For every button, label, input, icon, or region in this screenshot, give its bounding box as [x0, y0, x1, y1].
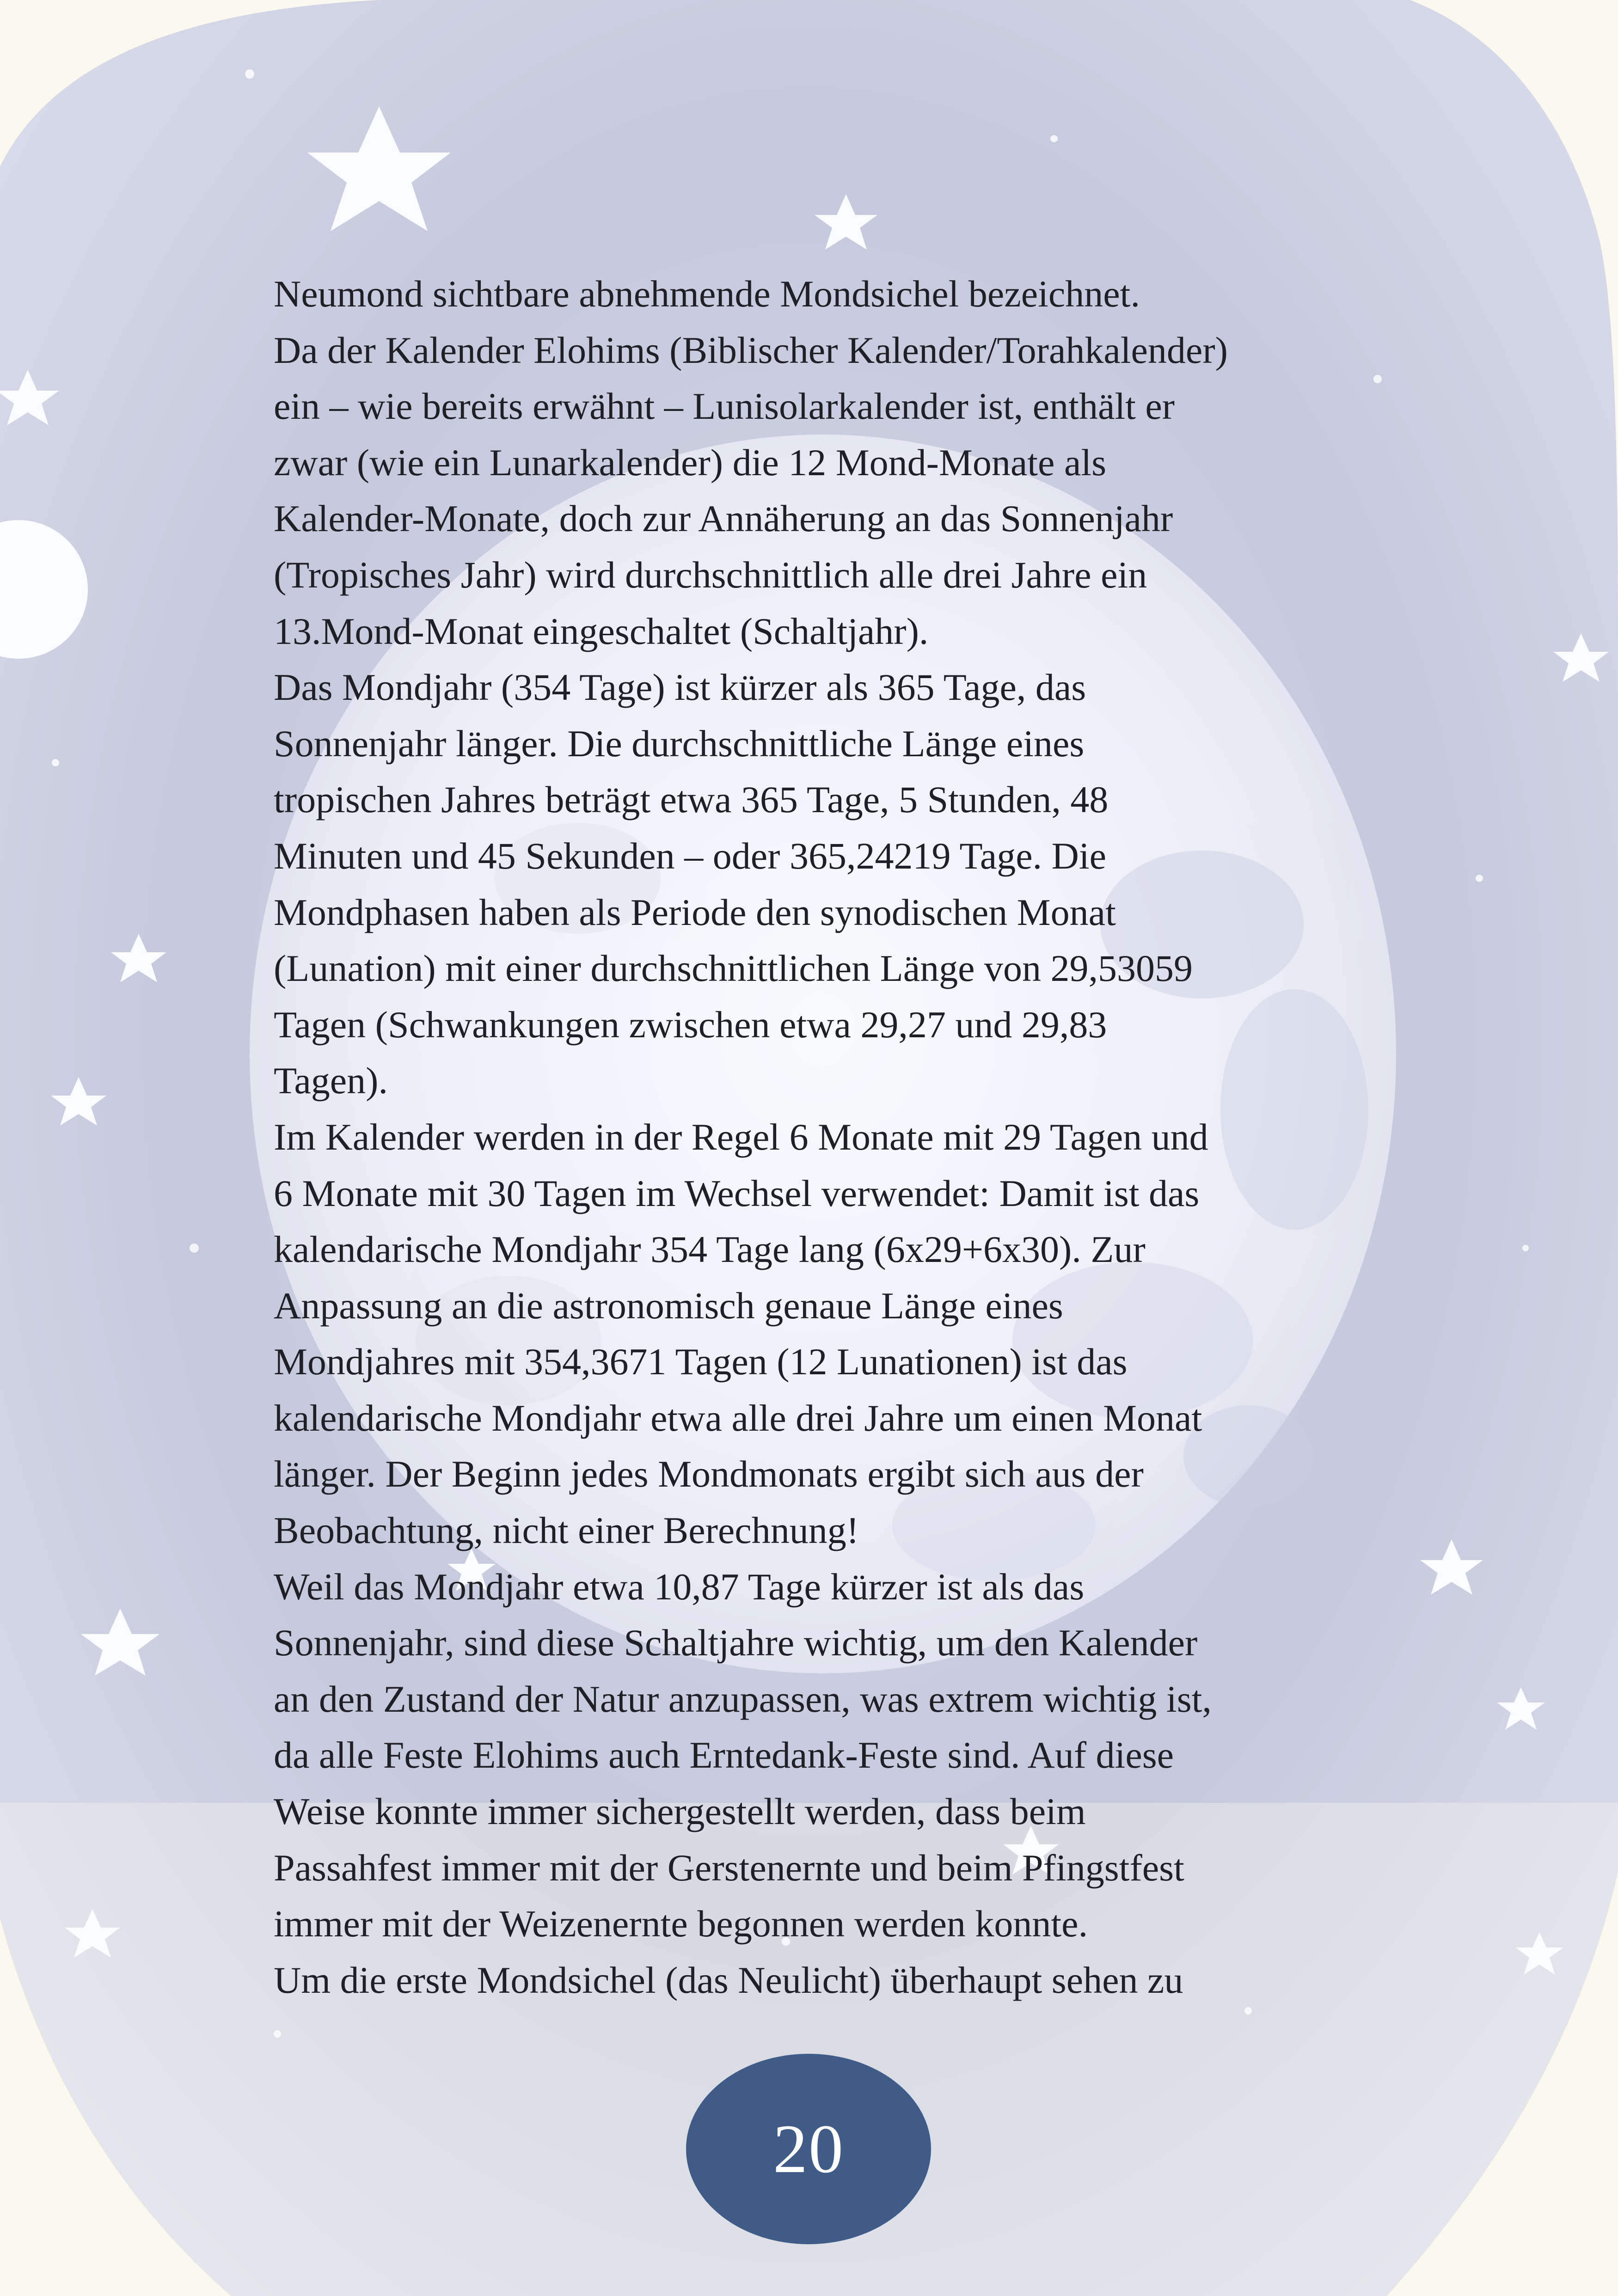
text-line: Mondjahres mit 354,3671 Tagen (12 Lunationen) ist das: [274, 1341, 1128, 1383]
star-dot: [1476, 875, 1483, 882]
text-line: Das Mondjahr (354 Tage) ist kürzer als 365 Tage, das: [274, 666, 1086, 709]
text-line: Minuten und 45 Sekunden – oder 365,24219 Tage. Die: [274, 834, 1107, 877]
text-line: Weise konnte immer sichergestellt werden, dass beim: [274, 1790, 1086, 1833]
star-dot: [190, 1243, 199, 1253]
text-line: Beobachtung, nicht einer Berechnung!: [274, 1509, 859, 1552]
star-dot: [1522, 1245, 1529, 1251]
star-dot: [1050, 135, 1058, 142]
text-line: zwar (wie ein Lunarkalender) die 12 Mond-Monate als: [274, 441, 1107, 484]
body-text: [274, 266, 1392, 2008]
text-line: länger. Der Beginn jedes Mondmonats ergibt sich aus der: [274, 1453, 1144, 1495]
page-number-badge: [686, 2054, 931, 2244]
text-line: 13.Mond-Monat eingeschaltet (Schaltjahr).: [274, 610, 929, 652]
page-number: 20: [773, 2111, 844, 2187]
text-line: kalendarische Mondjahr 354 Tage lang (6x29+6x30). Zur: [274, 1228, 1146, 1271]
text-line: Weil das Mondjahr etwa 10,87 Tage kürzer ist als das: [274, 1565, 1085, 1608]
text-line: Kalender-Monate, doch zur Annäherung an das Sonnenjahr: [274, 497, 1173, 540]
star-dot: [245, 69, 254, 79]
text-line: immer mit der Weizenernte begonnen werden konnte.: [274, 1903, 1088, 1945]
text-line: ein – wie bereits erwähnt – Lunisolarkalender ist, enthält er: [274, 385, 1175, 428]
text-line: Da der Kalender Elohims (Biblischer Kalender/Torahkalender): [274, 329, 1228, 371]
text-line: kalendarische Mondjahr etwa alle drei Jahre um einen Monat: [274, 1396, 1202, 1439]
text-line: an den Zustand der Natur anzupassen, was extrem wichtig ist,: [274, 1678, 1212, 1720]
text-line: Mondphasen haben als Periode den synodischen Monat: [274, 891, 1116, 933]
star-dot: [52, 759, 59, 766]
text-line: (Tropisches Jahr) wird durchschnittlich alle drei Jahre ein: [274, 553, 1147, 596]
text-line: Anpassung an die astronomisch genaue Länge eines: [274, 1284, 1063, 1327]
text-line: Neumond sichtbare abnehmende Mondsichel bezeichnet.: [274, 273, 1140, 315]
text-line: Tagen (Schwankungen zwischen etwa 29,27 und 29,83: [274, 1003, 1107, 1046]
text-line: Sonnenjahr länger. Die durchschnittliche Länge eines: [274, 722, 1085, 765]
text-line: (Lunation) mit einer durchschnittlichen Länge von 29,53059: [274, 947, 1193, 990]
text-line: da alle Feste Elohims auch Erntedank-Feste sind. Auf diese: [274, 1734, 1174, 1776]
text-line: Im Kalender werden in der Regel 6 Monate mit 29 Tagen und: [274, 1115, 1208, 1158]
text-line: Tagen).: [274, 1059, 388, 1102]
text-line: Passahfest immer mit der Gerstenernte und beim Pfingstfest: [274, 1846, 1184, 1889]
text-line: 6 Monate mit 30 Tagen im Wechsel verwendet: Damit ist das: [274, 1172, 1200, 1214]
star-dot: [274, 2030, 281, 2038]
text-line: Um die erste Mondsichel (das Neulicht) überhaupt sehen zu: [274, 1959, 1183, 2001]
text-line: Sonnenjahr, sind diese Schaltjahre wichtig, um den Kalender: [274, 1622, 1198, 1664]
text-line: tropischen Jahres beträgt etwa 365 Tage, 5 Stunden, 48: [274, 778, 1109, 821]
